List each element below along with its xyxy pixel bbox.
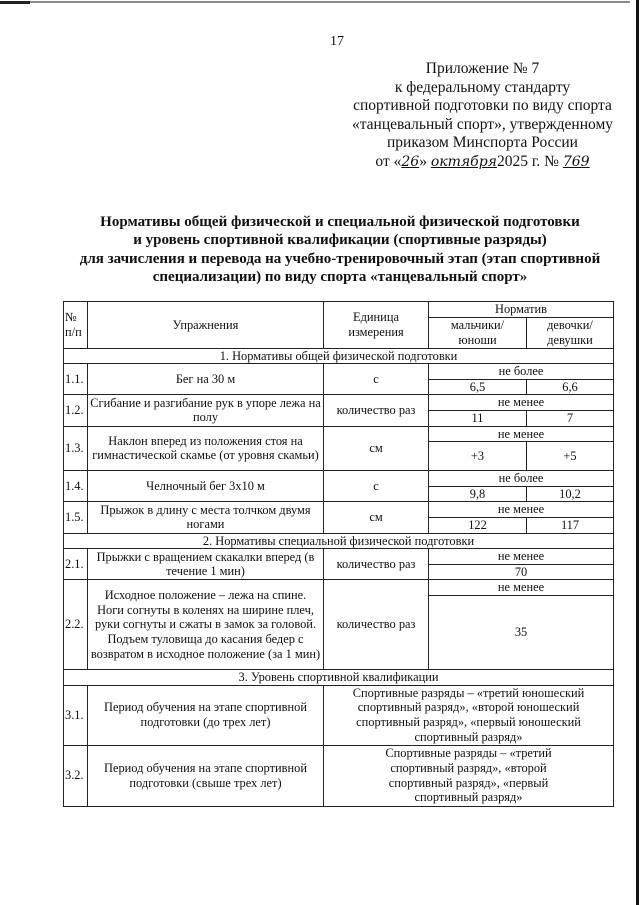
table-row — [64, 745, 614, 806]
title-line: специализации) по виду спорта «танцевальный спорт» — [152, 269, 528, 286]
section-title: 3. Уровень спортивной квалификации — [64, 669, 614, 685]
scan-edge-right — [636, 0, 639, 905]
row-exercise: Период обучения на этапе спортивной подготовки (свыше трех лет) — [88, 745, 324, 806]
row-exercise: Бег на 30 м — [88, 364, 324, 395]
row-unit: с — [324, 364, 429, 395]
row-qualification: Спортивные разряды – «третий юношеский спортивный разряд», «второй юношеский спортивный разряд», «первый юношеский спортивный разряд» — [324, 685, 614, 745]
row-exercise: Прыжки с вращением скакалки вперед (в течение 1 мин) — [88, 549, 324, 580]
row-num: 3.1. — [64, 685, 88, 745]
table-row — [64, 549, 614, 565]
scan-edge-top-dark — [0, 1, 30, 4]
row-num: 2.2. — [64, 580, 88, 670]
norms-table — [63, 301, 614, 807]
row-num: 1.4. — [64, 471, 88, 502]
appendix-line: приказом Минспорта России — [387, 134, 578, 152]
row-num: 1.3. — [64, 426, 88, 471]
row-num: 2.1. — [64, 549, 88, 580]
row-girls-value: 117 — [527, 517, 614, 533]
row-value: 35 — [429, 595, 614, 669]
header-girls: девочки/ девушки — [527, 317, 614, 348]
row-unit: см — [324, 426, 429, 471]
row-exercise: Прыжок в длину с места толчком двумя ногами — [88, 502, 324, 533]
row-condition: не менее — [429, 426, 614, 442]
appendix-line: «танцевальный спорт», утвержденному — [351, 115, 614, 133]
row-exercise: Челночный бег 3х10 м — [88, 471, 324, 502]
header-unit: Единица измерения — [324, 302, 429, 349]
row-num: 1.2. — [64, 395, 88, 426]
scan-edge-top — [0, 1, 630, 3]
header-boys: мальчики/ юноши — [429, 317, 527, 348]
header-norm: Норматив — [429, 302, 614, 318]
row-boys-value: 11 — [429, 410, 527, 426]
header-row — [64, 302, 614, 318]
row-boys-value: +3 — [429, 442, 527, 471]
row-exercise: Период обучения на этапе спортивной подготовки (до трех лет) — [88, 685, 324, 745]
order-date-line — [340, 153, 625, 172]
handwritten-month: октября — [430, 153, 497, 170]
row-qualification: Спортивные разряды – «третий спортивный разряд», «второй спортивный разряд», «первый спортивный разряд» — [324, 745, 614, 806]
section-title: 2. Нормативы специальной физической подготовки — [64, 533, 614, 549]
appendix-line: спортивной подготовки по виду спорта — [353, 97, 612, 115]
table-row — [64, 471, 614, 487]
appendix-header — [340, 60, 625, 172]
title-line: и уровень спортивной квалификации (спортивные разряды) — [133, 232, 547, 249]
handwritten-order-number: 769 — [562, 153, 590, 170]
row-value: 70 — [429, 564, 614, 580]
document-title — [60, 213, 620, 287]
row-unit: с — [324, 471, 429, 502]
row-girls-value: 7 — [527, 410, 614, 426]
table-row — [64, 580, 614, 596]
section-title: 1. Нормативы общей физической подготовки — [64, 348, 614, 364]
section-row — [64, 533, 614, 549]
table-row — [64, 502, 614, 518]
table-row — [64, 685, 614, 745]
row-num: 1.5. — [64, 502, 88, 533]
row-condition: не более — [429, 471, 614, 487]
row-condition: не менее — [429, 502, 614, 518]
date-year: 2025 г. № — [496, 152, 563, 170]
row-girls-value: 6,6 — [527, 379, 614, 395]
row-boys-value: 9,8 — [429, 486, 527, 502]
row-num: 3.2. — [64, 745, 88, 806]
row-condition: не менее — [429, 395, 614, 411]
row-exercise: Наклон вперед из положения стоя на гимнастической скамье (от уровня скамьи) — [88, 426, 324, 471]
table-row — [64, 364, 614, 380]
header-num: № п/п — [64, 302, 88, 349]
row-condition: не более — [429, 364, 614, 380]
title-line: Нормативы общей физической и специальной физической подготовки — [100, 214, 580, 230]
date-mid: » — [419, 152, 431, 170]
section-row — [64, 669, 614, 685]
section-row — [64, 348, 614, 364]
row-boys-value: 122 — [429, 517, 527, 533]
appendix-line: к федеральному стандарту — [394, 78, 571, 96]
row-condition: не менее — [429, 580, 614, 596]
header-exercise: Упражнения — [88, 302, 324, 349]
table-row — [64, 426, 614, 442]
row-girls-value: +5 — [527, 442, 614, 471]
row-condition: не менее — [429, 549, 614, 565]
date-prefix: от « — [375, 152, 402, 170]
page-number: 17 — [330, 34, 344, 49]
table-row — [64, 395, 614, 411]
row-girls-value: 10,2 — [527, 486, 614, 502]
handwritten-day: 26 — [401, 153, 420, 170]
row-num: 1.1. — [64, 364, 88, 395]
row-unit: см — [324, 502, 429, 533]
row-unit: количество раз — [324, 549, 429, 580]
row-exercise: Исходное положение – лежа на спине. Ноги согнуты в коленях на ширине плеч, руки согнуты и сжаты в замок за головой. Подъем туловища до касания бедер с возвратом в исходное положение (за 1 мин) — [88, 580, 324, 670]
row-boys-value: 6,5 — [429, 379, 527, 395]
row-unit: количество раз — [324, 395, 429, 426]
appendix-line: Приложение № 7 — [425, 60, 540, 77]
row-unit: количество раз — [324, 580, 429, 670]
title-line: для зачисления и перевода на учебно-тренировочный этап (этап спортивной — [79, 250, 601, 267]
row-exercise: Сгибание и разгибание рук в упоре лежа на полу — [88, 395, 324, 426]
